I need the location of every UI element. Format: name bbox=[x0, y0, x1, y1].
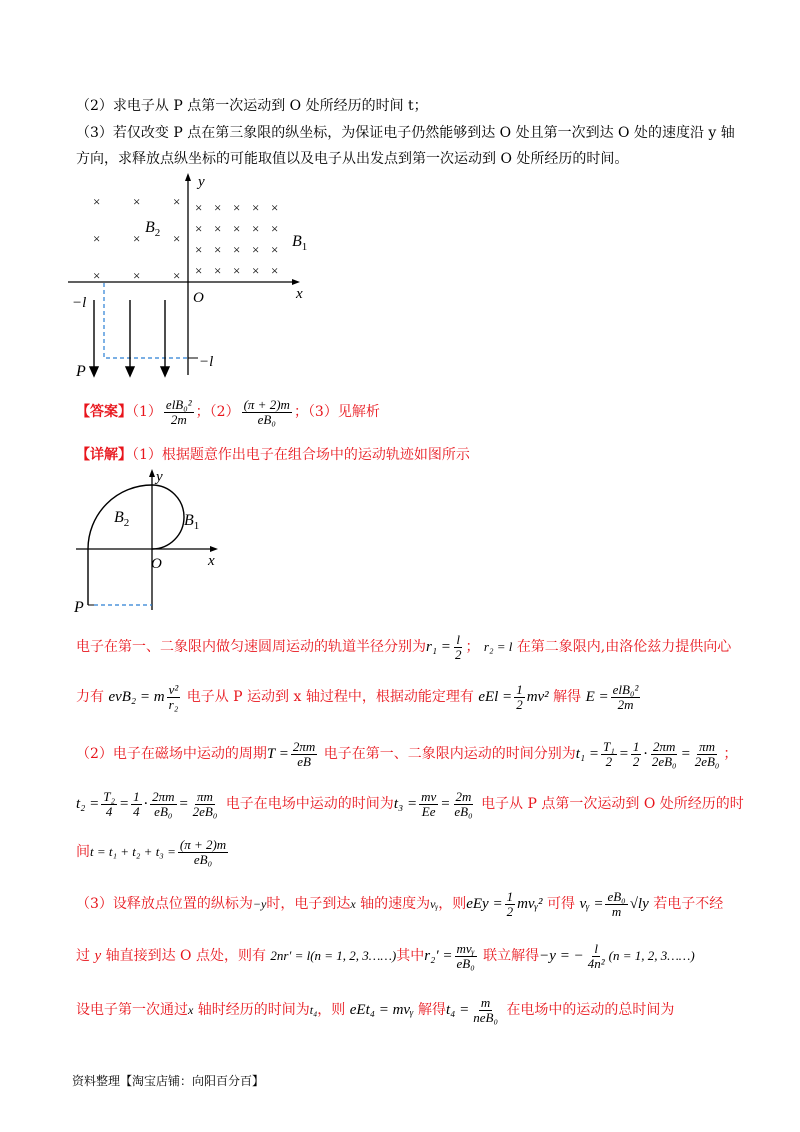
svg-text:×: × bbox=[271, 242, 279, 257]
svg-text:×: × bbox=[133, 194, 141, 209]
answer-frac-1: $\frac{\text{elB₀²}}{2m}$ bbox=[165, 397, 192, 427]
fig2-y-label: y bbox=[156, 469, 163, 485]
answer-sep-1: ； bbox=[195, 404, 210, 421]
solution-line-8: 设电子第一次通过x 轴时经历的时间为t₄，则 eEt₄ = mvᵧ 解得t₄ = $\frac{m}{\text{neB₀}}$ 在电场中的运动的总时间为 bbox=[76, 995, 675, 1025]
fig2-x-label: x bbox=[208, 553, 215, 569]
detail-line bbox=[76, 444, 470, 464]
svg-text:×: × bbox=[214, 200, 222, 215]
svg-text:×: × bbox=[252, 221, 260, 236]
fig1-neg-l-x: −l bbox=[72, 295, 87, 311]
svg-text:×: × bbox=[252, 242, 260, 257]
fig2-trajectory bbox=[88, 485, 184, 605]
svg-text:×: × bbox=[133, 268, 141, 283]
svg-text:×: × bbox=[271, 263, 279, 278]
svg-text:×: × bbox=[173, 194, 181, 209]
solution-line-4: t₂ = $\frac{\text{T₂}}{4}$ = $\frac{1}{4}$ · $\frac{2\pi m}{\text{eB₀}}$ = $\frac{\pi m}{\text{2eB₀}}$ 电子在电场中运动的时间为t₃ = $\frac{mv}{Ee}$ = $\frac{2m}{\text{eB₀}}$ 电子从 P 点第一次运动到 O 处所经历的时 bbox=[76, 789, 744, 819]
solution-line-6: （3）设释放点位置的纵标为−y时，电子到达x 轴的速度为vᵧ，则eEy = $\frac{1}{2}$ mvᵧ² 可得 vᵧ = $\frac{\text{eB₀}}{m}$ √ly 若电子不经 bbox=[76, 889, 724, 919]
svg-text:×: × bbox=[93, 268, 101, 283]
answer-sep-2: ； bbox=[293, 404, 308, 421]
fig1-origin-label: O bbox=[193, 290, 204, 306]
fig1-b1-crosses bbox=[195, 200, 278, 278]
svg-text:×: × bbox=[233, 242, 241, 257]
svg-text:×: × bbox=[93, 194, 101, 209]
fig2-origin-label: O bbox=[151, 556, 162, 572]
fig1-dashed-guide bbox=[104, 283, 188, 358]
fig1-b2-label: $B_2$ bbox=[145, 219, 161, 239]
fig1-p-label: P bbox=[76, 363, 86, 380]
svg-text:×: × bbox=[195, 200, 203, 215]
fig1-b2-crosses bbox=[93, 194, 180, 283]
fig2-y-arrow-icon bbox=[149, 469, 155, 477]
fig2-b2-label: $B_2$ bbox=[114, 509, 130, 529]
solution-line-3: （2）电子在磁场中运动的周期T = $\frac{2\pi m}{eB}$ 电子在第一、二象限内运动的时间分别为t₁ = $\frac{\text{T₁}}{2}$ = $\frac{1}{2}$ · $\frac{2\pi m}{\text{2eB₀}}$ = $\frac{\pi m}{\text{2eB₀}}$ ； bbox=[76, 739, 738, 769]
answer-tag: 【答案】 bbox=[76, 404, 132, 421]
fig1-x-label: x bbox=[296, 286, 303, 302]
fig2-x-arrow-icon bbox=[210, 546, 218, 552]
fig1-b1-label: $B_1$ bbox=[292, 233, 308, 253]
solution-line-2: 力有 evB₂ = m $\frac{\text{v²}}{\text{r₂}}$ 电子从 P 运动到 x 轴过程中，根据动能定理有 eEl = $\frac{1}{2}$ mv² 解得 E = $\frac{\text{elB₀²}}{2m}$ bbox=[76, 682, 639, 712]
svg-text:×: × bbox=[214, 242, 222, 257]
figure-2 bbox=[60, 465, 240, 615]
fig2-b1-label: $B_1$ bbox=[184, 512, 200, 532]
fig2-p-label: P bbox=[74, 599, 84, 615]
page-footer: 资料整理【淘宝店铺：向阳百分百】 bbox=[72, 1074, 265, 1088]
answer-frac-2: $\frac{(\pi + 2)m}{\text{eB₀}}$ bbox=[243, 397, 290, 427]
svg-text:×: × bbox=[271, 221, 279, 236]
fig1-neg-l-y: −l bbox=[199, 354, 214, 370]
answer-p3: （3）见解析 bbox=[307, 404, 380, 421]
svg-text:×: × bbox=[233, 263, 241, 278]
fig1-x-arrow-icon bbox=[292, 279, 300, 285]
solution-line-7: 过 y 轴直接到达 O 点处，则有 2nr′ = l(n = 1, 2, 3……)其中r₂′ = $\frac{\text{mvᵧ}}{\text{eB₀}}$ 联立解得−y = − $\frac{l}{\text{4n²}}$ (n = 1, 2, 3……) bbox=[76, 941, 695, 971]
svg-text:×: × bbox=[93, 231, 101, 246]
svg-text:×: × bbox=[233, 221, 241, 236]
detail-intro: （1）根据题意作出电子在组合场中的运动轨迹如图所示 bbox=[132, 447, 470, 463]
svg-text:×: × bbox=[214, 263, 222, 278]
fig1-y-label: y bbox=[198, 174, 205, 190]
detail-tag: 【详解】 bbox=[76, 447, 132, 463]
svg-text:×: × bbox=[195, 263, 203, 278]
svg-text:×: × bbox=[271, 200, 279, 215]
svg-text:×: × bbox=[214, 221, 222, 236]
svg-text:×: × bbox=[133, 231, 141, 246]
svg-text:×: × bbox=[195, 221, 203, 236]
question-3-line2: 方向，求释放点纵坐标的可能取值以及电子从出发点到第一次运动到 O 处所经历的时间。 bbox=[76, 151, 629, 167]
answer-line bbox=[76, 398, 380, 426]
answer-p1: （1） bbox=[132, 404, 162, 421]
solution-line-5: 间t = t₁ + t₂ + t₃ = $\frac{(\pi + 2)m}{\text{eB₀}}$ bbox=[76, 837, 227, 867]
svg-text:×: × bbox=[195, 242, 203, 257]
fig1-y-arrow-icon bbox=[185, 173, 191, 181]
question-2: （2）求电子从 P 点第一次运动到 O 处所经历的时间 t； bbox=[76, 98, 428, 114]
answer-p2: （2） bbox=[209, 404, 240, 421]
svg-text:×: × bbox=[173, 268, 181, 283]
svg-text:×: × bbox=[252, 200, 260, 215]
fig1-e-field-arrows bbox=[90, 300, 169, 376]
svg-text:×: × bbox=[252, 263, 260, 278]
svg-text:×: × bbox=[233, 200, 241, 215]
question-3-line1: （3）若仅改变 P 点在第三象限的纵坐标，为保证电子仍然能够到达 O 处且第一次到达 O 处的速度沿 y 轴 bbox=[76, 125, 735, 141]
figure-1 bbox=[60, 170, 320, 385]
svg-text:×: × bbox=[173, 231, 181, 246]
solution-line-1: 电子在第一、二象限内做匀速圆周运动的轨道半径分别为r₁ = $\frac{l}{2}$ ； r₂ = l 在第二象限内,由洛伦兹力提供向心 bbox=[76, 632, 732, 662]
